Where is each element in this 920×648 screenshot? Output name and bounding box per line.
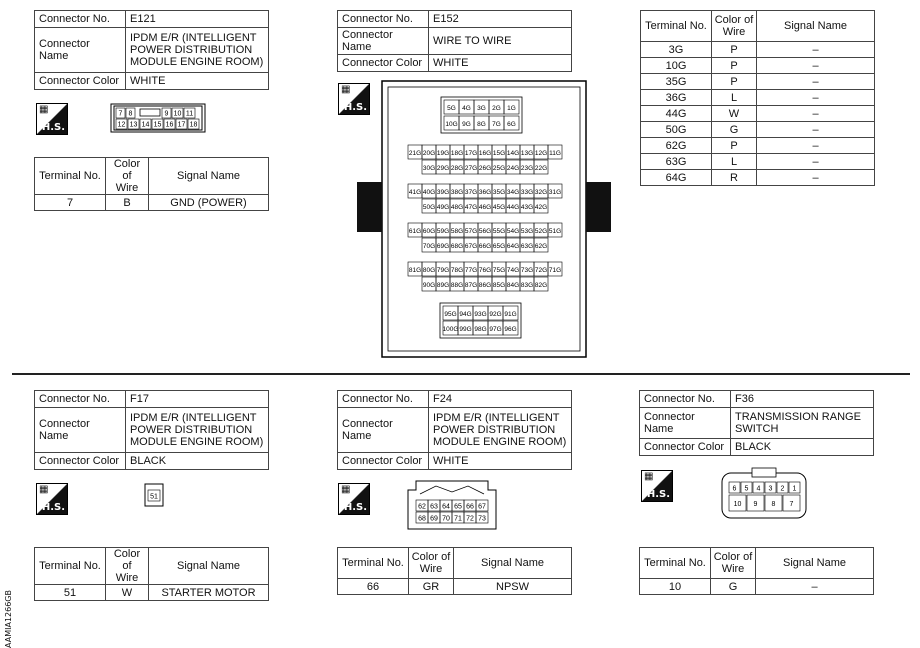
- pin-label: 22G: [534, 165, 548, 172]
- e152-connector-no: E152: [429, 11, 572, 28]
- pin-label: 74G: [506, 267, 520, 274]
- pin-label: 29G: [436, 165, 450, 172]
- table-row: 10 G –: [640, 579, 874, 595]
- pin-label: 50G: [422, 204, 436, 211]
- pin-label: 41G: [408, 189, 422, 196]
- svg-text:16: 16: [165, 121, 174, 129]
- pin-label: 3G: [477, 105, 486, 112]
- pin-label: 30G: [422, 165, 436, 172]
- hs-harness-side-icon: [36, 103, 68, 135]
- f36-connector-name: TRANSMISSION RANGE SWITCH: [731, 408, 874, 439]
- pin-label: 17G: [464, 150, 478, 157]
- pin-label: 97G: [489, 326, 502, 333]
- svg-text:73: 73: [478, 515, 486, 523]
- svg-text:13: 13: [129, 121, 138, 129]
- pin-label: 96G: [504, 326, 517, 333]
- svg-text:8: 8: [771, 501, 776, 508]
- name-line: MODULE ENGINE ROOM): [130, 56, 264, 68]
- pin-label: 51: [150, 493, 158, 501]
- svg-text:1: 1: [792, 485, 797, 493]
- connector-color-label: Connector Color: [640, 439, 731, 456]
- pin-label: 66G: [478, 243, 492, 250]
- pin-label: 78G: [450, 267, 464, 274]
- pin-label: 95G: [444, 311, 457, 318]
- svg-text:14: 14: [141, 121, 150, 129]
- pin-label: 75G: [492, 267, 506, 274]
- svg-text:66: 66: [466, 503, 474, 511]
- pin-label: 16G: [478, 150, 492, 157]
- hs-harness-side-icon: [338, 483, 370, 515]
- connector-name-label: Connector Name: [338, 28, 429, 55]
- pin-label: 59G: [436, 228, 450, 235]
- svg-text:64: 64: [442, 503, 450, 511]
- e121-connector-face: [110, 103, 206, 133]
- table-row: 35G P –: [641, 74, 875, 90]
- connector-name-label: Connector Name: [640, 408, 731, 439]
- pin-label: 85G: [492, 282, 506, 289]
- pin-label: 79G: [436, 267, 450, 274]
- table-row: 62G P –: [641, 138, 875, 154]
- pin-label: 86G: [478, 282, 492, 289]
- f17-connector-no: F17: [126, 391, 269, 408]
- svg-text:10: 10: [733, 501, 742, 508]
- pin-label: 90G: [422, 282, 436, 289]
- pin-label: 9: [164, 110, 169, 118]
- pin-label: 23G: [520, 165, 534, 172]
- svg-text:70: 70: [442, 515, 450, 523]
- connector-no-label: Connector No.: [640, 391, 731, 408]
- pin-label: 4G: [462, 105, 471, 112]
- svg-text:69: 69: [430, 515, 438, 523]
- svg-text:71: 71: [454, 515, 462, 523]
- pin-label: 19G: [436, 150, 450, 157]
- pin-label: 42G: [534, 204, 548, 211]
- connector-name-label: Connector Name: [338, 408, 429, 453]
- pin-label: 82G: [534, 282, 548, 289]
- pin-label: 53G: [520, 228, 534, 235]
- pin-label: 55G: [492, 228, 506, 235]
- pin-label: 11G: [549, 150, 561, 157]
- pin-label: 11: [185, 110, 194, 118]
- connector-no-label: Connector No.: [35, 11, 126, 28]
- name-line: POWER DISTRIBUTION: [130, 44, 253, 56]
- latch-right: [586, 182, 611, 232]
- svg-text:18: 18: [189, 121, 198, 129]
- f24-connector-name: IPDM E/R (INTELLIGENT POWER DISTRIBUTION MODULE ENGINE ROOM): [429, 408, 572, 453]
- connector-name-label: Connector Name: [35, 28, 126, 73]
- table-row: 10G P –: [641, 58, 875, 74]
- svg-text:15: 15: [153, 121, 162, 129]
- f24-connector-info: [337, 390, 572, 470]
- signal-cell: GND (POWER): [149, 195, 269, 211]
- svg-text:2: 2: [780, 485, 785, 493]
- svg-text:3: 3: [768, 485, 773, 493]
- svg-text:65: 65: [454, 503, 462, 511]
- pin-label: 31G: [548, 189, 562, 196]
- connector-glyph-icon: ▦: [341, 84, 351, 95]
- pin-label: 67G: [464, 243, 478, 250]
- connector-color-label: Connector Color: [338, 55, 429, 72]
- pin-label: 24G: [506, 165, 520, 172]
- pin-label: 64G: [506, 243, 520, 250]
- f24-connector-no: F24: [429, 391, 572, 408]
- pin-label: 12G: [534, 150, 548, 157]
- pin-label: 6G: [507, 121, 516, 128]
- pin-label: 8: [128, 110, 133, 118]
- e152-connector-name: WIRE TO WIRE: [429, 28, 572, 55]
- wire-color-header: Color of Wire: [712, 11, 757, 42]
- svg-text:62: 62: [418, 503, 426, 511]
- table-row: 44G W –: [641, 106, 875, 122]
- pin-label: 87G: [464, 282, 478, 289]
- pin-label: 38G: [450, 189, 464, 196]
- pin-label: 14G: [506, 150, 520, 157]
- hs-label: H.S.: [646, 489, 670, 500]
- terminal-no-header: Terminal No.: [35, 548, 106, 585]
- f24-connector-color: WHITE: [429, 453, 572, 470]
- pin-label: 46G: [478, 204, 492, 211]
- terminal-no-header: Terminal No.: [35, 158, 106, 195]
- hs-label: H.S.: [41, 502, 65, 513]
- e121-connector-info: [34, 10, 269, 90]
- pin-label: 57G: [464, 228, 478, 235]
- table-row: 3G P –: [641, 42, 875, 58]
- pin-label: 15G: [492, 150, 506, 157]
- f17-terminal-table: [34, 547, 269, 601]
- pin-label: 9G: [462, 121, 471, 128]
- pin-label: 91G: [504, 311, 517, 318]
- f24-connector-face: [406, 480, 498, 530]
- pin-label: 56G: [478, 228, 492, 235]
- section-divider: [12, 373, 910, 375]
- pin-label: 37G: [464, 189, 478, 196]
- e152-connector-color: WHITE: [429, 55, 572, 72]
- f24-terminal-table: [337, 547, 572, 595]
- f36-connector-no: F36: [731, 391, 874, 408]
- pin-label: 18G: [450, 150, 464, 157]
- pin-label: 93G: [474, 311, 487, 318]
- pin-label: 88G: [450, 282, 464, 289]
- pin-label: 60G: [422, 228, 436, 235]
- pin-label: 25G: [492, 165, 506, 172]
- pin-label: 48G: [450, 204, 464, 211]
- f17-connector-color: BLACK: [126, 453, 269, 470]
- pin-label: 47G: [464, 204, 478, 211]
- pin-label: 13G: [520, 150, 534, 157]
- pin-label: 83G: [520, 282, 534, 289]
- table-row: 51 W STARTER MOTOR: [35, 585, 269, 601]
- wire-cell: B: [106, 195, 149, 211]
- pin-label: 33G: [520, 189, 534, 196]
- terminal-no-header: Terminal No.: [641, 11, 712, 42]
- connector-color-label: Connector Color: [35, 453, 126, 470]
- pin-label: 54G: [506, 228, 520, 235]
- pin-label: 8G: [477, 121, 486, 128]
- e152-connector-face: [356, 80, 612, 358]
- terminal-no-header: Terminal No.: [338, 548, 409, 579]
- pin-label: 72G: [534, 267, 548, 274]
- table-row: 50G G –: [641, 122, 875, 138]
- pin-label: 45G: [492, 204, 506, 211]
- pin-label: 51G: [548, 228, 562, 235]
- name-line: IPDM E/R (INTELLIGENT: [130, 32, 257, 44]
- pin-label: 27G: [464, 165, 478, 172]
- connector-glyph-icon: ▦: [341, 484, 351, 495]
- e152-terminal-table: [640, 10, 875, 186]
- pin-label: 89G: [436, 282, 450, 289]
- pin-label: 2G: [492, 105, 501, 112]
- signal-name-header: Signal Name: [149, 548, 269, 585]
- pin-label: 65G: [492, 243, 506, 250]
- pin-label: 70G: [422, 243, 436, 250]
- pin-label: 49G: [436, 204, 450, 211]
- connector-no-label: Connector No.: [35, 391, 126, 408]
- connector-color-label: Connector Color: [338, 453, 429, 470]
- pin-label: 44G: [506, 204, 520, 211]
- pin-label: 39G: [436, 189, 450, 196]
- signal-name-header: Signal Name: [149, 158, 269, 195]
- svg-text:63: 63: [430, 503, 438, 511]
- pin-label: 10G: [445, 121, 458, 128]
- hs-label: H.S.: [343, 102, 367, 113]
- pin-label: 10: [173, 110, 182, 118]
- svg-text:5: 5: [744, 485, 749, 493]
- e152-connector-info: [337, 10, 572, 72]
- pin-label: 7G: [492, 121, 501, 128]
- connector-glyph-icon: ▦: [644, 471, 654, 482]
- pin-label: 94G: [459, 311, 472, 318]
- svg-text:6: 6: [732, 485, 737, 493]
- document-code: AAMIA1266GB: [4, 590, 13, 648]
- hs-harness-side-icon: [36, 483, 68, 515]
- connector-no-label: Connector No.: [338, 11, 429, 28]
- pin-label: 80G: [422, 267, 436, 274]
- table-row: [35, 195, 269, 211]
- wire-color-header: Color of Wire: [409, 548, 454, 579]
- f17-connector-info: [34, 390, 269, 470]
- connector-name-label: Connector Name: [35, 408, 126, 453]
- svg-text:4: 4: [756, 485, 761, 493]
- hs-label: H.S.: [343, 502, 367, 513]
- pin-label: 1G: [507, 105, 516, 112]
- terminal-cell: 7: [35, 195, 106, 211]
- f17-connector-face: [144, 483, 164, 507]
- f36-connector-color: BLACK: [731, 439, 874, 456]
- table-row: 63G L –: [641, 154, 875, 170]
- svg-text:12: 12: [117, 121, 126, 129]
- f36-connector-face: [721, 467, 807, 519]
- svg-text:17: 17: [177, 121, 186, 129]
- hs-harness-side-icon: [641, 470, 673, 502]
- wire-color-header: Color of Wire: [106, 548, 149, 585]
- terminal-no-header: Terminal No.: [640, 548, 711, 579]
- connector-color-label: Connector Color: [35, 73, 126, 90]
- pin-label: 92G: [489, 311, 502, 318]
- pin-label: 36G: [478, 189, 492, 196]
- pin-label: 52G: [534, 228, 548, 235]
- pin-label: 77G: [464, 267, 478, 274]
- signal-name-header: Signal Name: [757, 11, 875, 42]
- e121-connector-color: WHITE: [126, 73, 269, 90]
- pin-label: 76G: [478, 267, 492, 274]
- e121-connector-name: [126, 28, 269, 73]
- f17-connector-name: IPDM E/R (INTELLIGENT POWER DISTRIBUTION MODULE ENGINE ROOM): [126, 408, 269, 453]
- svg-text:72: 72: [466, 515, 474, 523]
- pin-label: 71G: [548, 267, 562, 274]
- pin-label: 21G: [408, 150, 422, 157]
- pin-label: 100G: [442, 326, 459, 333]
- pin-label: 43G: [520, 204, 534, 211]
- wire-color-header: Color of Wire: [106, 158, 149, 195]
- hs-label: H.S.: [41, 122, 65, 133]
- pin-label: 20G: [422, 150, 436, 157]
- e121-connector-no: E121: [126, 11, 269, 28]
- pin-label: 35G: [492, 189, 506, 196]
- connector-glyph-icon: ▦: [39, 484, 49, 495]
- pin-label: 5G: [447, 105, 456, 112]
- e121-terminal-table: [34, 157, 269, 211]
- f36-terminal-table: [639, 547, 874, 595]
- table-row: 66 GR NPSW: [338, 579, 572, 595]
- table-row: 36G L –: [641, 90, 875, 106]
- signal-name-header: Signal Name: [454, 548, 572, 579]
- pin-label: 98G: [474, 326, 487, 333]
- pin-label: 68G: [450, 243, 464, 250]
- pin-label: 32G: [534, 189, 548, 196]
- pin-label: 63G: [520, 243, 534, 250]
- connector-glyph-icon: ▦: [39, 104, 49, 115]
- pin-label: 81G: [408, 267, 422, 274]
- svg-text:9: 9: [753, 501, 758, 508]
- table-row: 64G R –: [641, 170, 875, 186]
- f36-connector-info: [639, 390, 874, 456]
- svg-text:67: 67: [478, 503, 486, 511]
- pin-label: 73G: [520, 267, 534, 274]
- connector-no-label: Connector No.: [338, 391, 429, 408]
- pin-label: 34G: [506, 189, 520, 196]
- pin-label: 62G: [534, 243, 548, 250]
- pin-label: 26G: [478, 165, 492, 172]
- pin-label: 28G: [450, 165, 464, 172]
- pin-label: 69G: [436, 243, 450, 250]
- pin-label: 99G: [459, 326, 472, 333]
- pin-label: 61G: [408, 228, 422, 235]
- pin-label: 84G: [506, 282, 520, 289]
- signal-name-header: Signal Name: [756, 548, 874, 579]
- pin-label: 58G: [450, 228, 464, 235]
- pin-label: 40G: [422, 189, 436, 196]
- latch-left: [357, 182, 382, 232]
- svg-text:7: 7: [789, 501, 794, 508]
- svg-text:68: 68: [418, 515, 426, 523]
- pin-label: 7: [118, 110, 123, 118]
- wire-color-header: Color of Wire: [711, 548, 756, 579]
